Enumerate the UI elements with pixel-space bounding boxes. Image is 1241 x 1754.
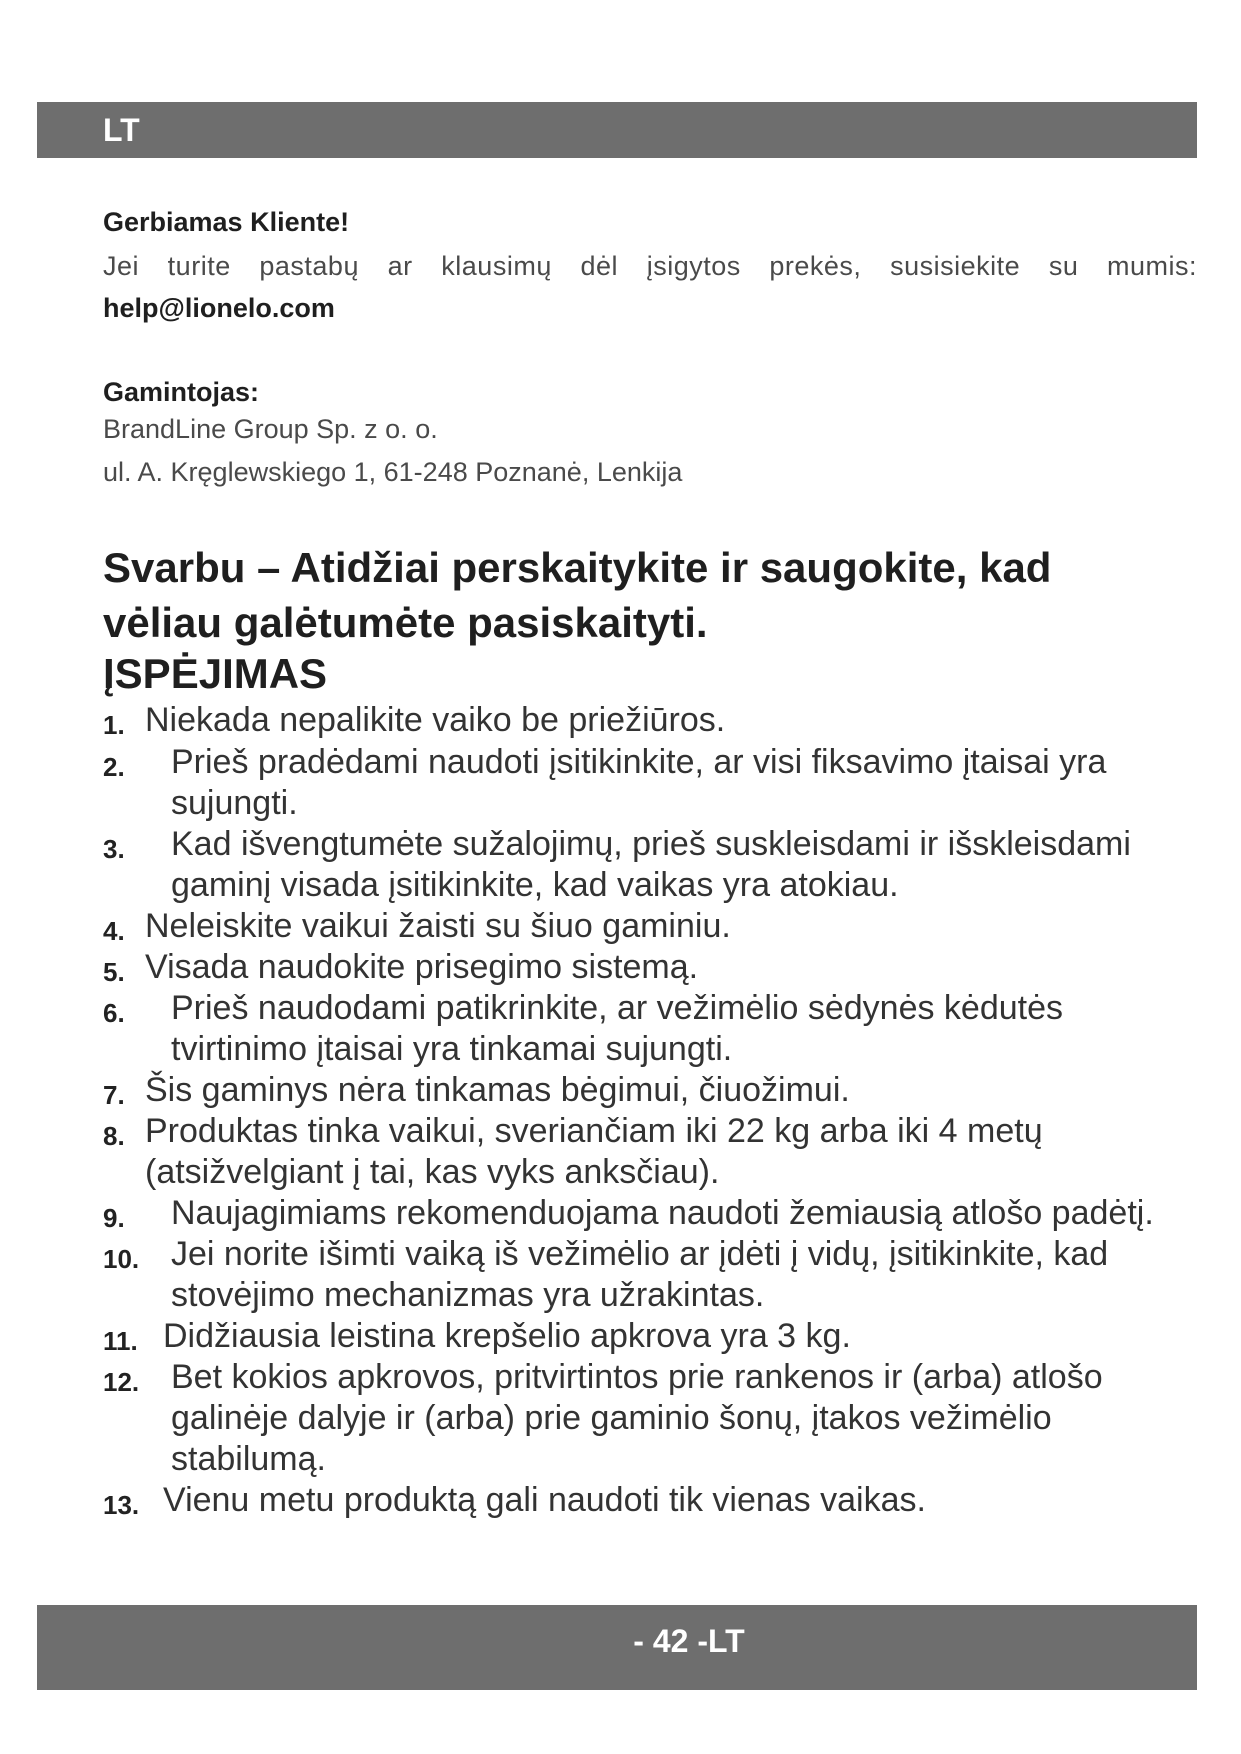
- item-text: Jei norite išimti vaiką iš vežimėlio ar įdėti į vidų, įsitikinkite, kad stovėjimo mechanizmas yra užrakintas.: [171, 1235, 1109, 1314]
- warning-item: [103, 742, 1193, 824]
- item-text: Vienu metu produktą gali naudoti tik vienas vaikas.: [163, 1481, 926, 1519]
- item-number: 7.: [103, 1080, 125, 1110]
- warning-item: [103, 947, 1193, 988]
- item-text: Visada naudokite prisegimo sistemą.: [145, 948, 699, 986]
- item-number: 5.: [103, 957, 125, 987]
- item-number: 9.: [103, 1203, 125, 1233]
- warning-item: [103, 1070, 1193, 1111]
- item-number: 3.: [103, 834, 125, 864]
- item-number: 4.: [103, 916, 125, 946]
- manufacturer-label: Gamintojas:: [103, 377, 260, 407]
- warning-item: [103, 1480, 1193, 1521]
- footer-bar: [37, 1605, 1197, 1690]
- item-number: 11.: [103, 1326, 138, 1356]
- item-number: 6.: [103, 998, 125, 1028]
- item-text: Didžiausia leistina krepšelio apkrova yra 3 kg.: [163, 1317, 851, 1355]
- item-number: 2.: [103, 752, 125, 782]
- warning-list: [103, 700, 1193, 1521]
- warning-item: [103, 700, 1193, 741]
- item-number: 12.: [103, 1367, 140, 1397]
- header-bar: [37, 102, 1197, 158]
- warning-item: [103, 1193, 1193, 1234]
- item-text: Neleiskite vaikui žaisti su šiuo gaminiu.: [145, 907, 731, 945]
- item-text: Kad išvengtumėte sužalojimų, prieš suskleisdami ir išskleisdami gaminį visada įsitikinkite, kad vaikas yra atokiau.: [171, 825, 1131, 904]
- item-text: Prieš pradėdami naudoti įsitikinkite, ar visi fiksavimo įtaisai yra sujungti.: [171, 743, 1107, 822]
- language-code: LT: [103, 112, 140, 148]
- item-text: Šis gaminys nėra tinkamas bėgimui, čiuožimui.: [145, 1071, 850, 1109]
- contact-email[interactable]: help@lionelo.com: [103, 293, 335, 323]
- item-number: 8.: [103, 1121, 125, 1151]
- greeting: Gerbiamas Kliente!: [103, 207, 350, 237]
- warning-item: [103, 988, 1193, 1070]
- warning-item: [103, 1316, 1193, 1357]
- item-number: 10.: [103, 1244, 140, 1274]
- item-number: 1.: [103, 710, 125, 740]
- manufacturer-name: BrandLine Group Sp. z o. o.: [103, 414, 438, 444]
- page-number: - 42 -LT: [633, 1623, 745, 1659]
- contact-message: Jei turite pastabų ar klausimų dėl įsigytos prekės, susisiekite su mumis:: [103, 251, 1197, 281]
- item-text: Naujagimiams rekomenduojama naudoti žemiausią atlošo padėtį.: [171, 1194, 1154, 1232]
- item-text: Produktas tinka vaikui, sveriančiam iki 22 kg arba iki 4 metų (atsižvelgiant į tai, kas vyks anksčiau).: [145, 1112, 1043, 1191]
- warning-item: [103, 906, 1193, 947]
- warning-item: [103, 1111, 1193, 1193]
- important-notice: Svarbu – Atidžiai perskaitykite ir saugokite, kad vėliau galėtumėte pasiskaityti.: [103, 544, 1052, 646]
- warning-title: ĮSPĖJIMAS: [103, 650, 328, 697]
- warning-item: [103, 824, 1193, 906]
- warning-item: [103, 1357, 1193, 1480]
- item-number: 13.: [103, 1490, 140, 1520]
- manufacturer-address: ul. A. Kręglewskiego 1, 61-248 Poznanė, Lenkija: [103, 457, 683, 487]
- warning-item: [103, 1234, 1193, 1316]
- item-text: Niekada nepalikite vaiko be priežiūros.: [145, 701, 726, 739]
- item-text: Bet kokios apkrovos, pritvirtintos prie rankenos ir (arba) atlošo galinėje dalyje ir (arba) prie gaminio šonų, įtakos vežimėlio stabilumą.: [171, 1358, 1103, 1478]
- item-text: Prieš naudodami patikrinkite, ar vežimėlio sėdynės kėdutės tvirtinimo įtaisai yra tinkamai sujungti.: [171, 989, 1064, 1068]
